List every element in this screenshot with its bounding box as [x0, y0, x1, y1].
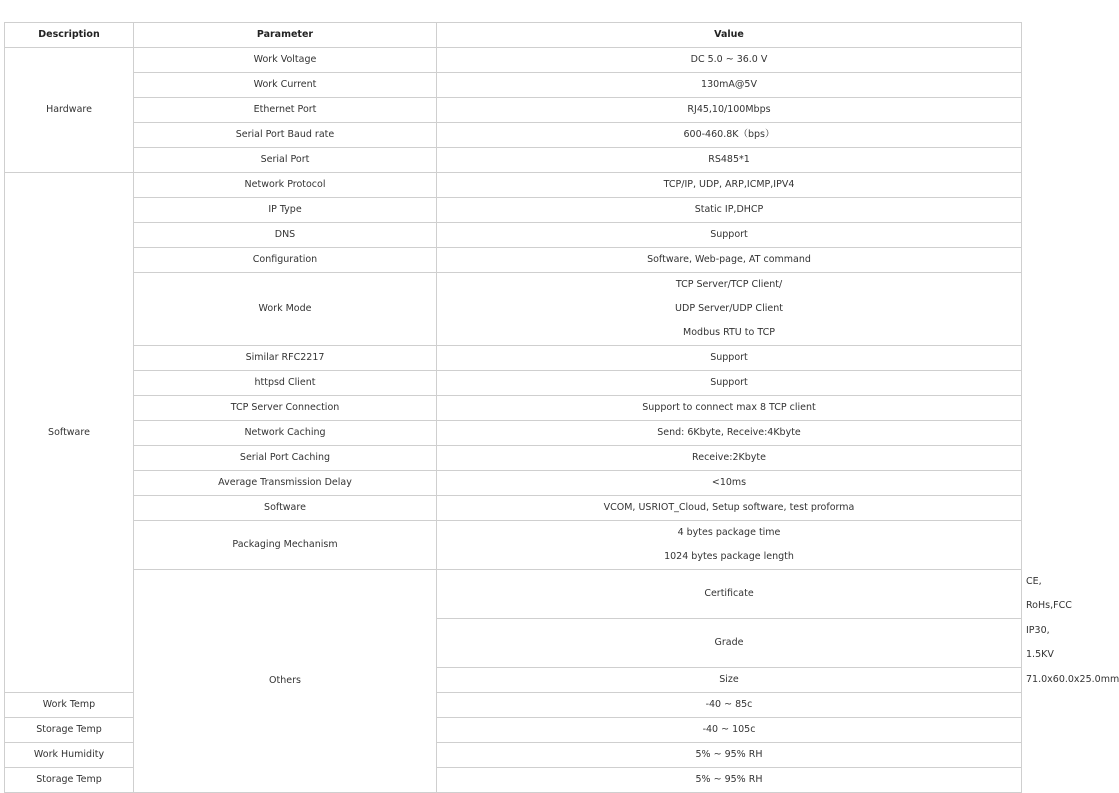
table-row: [5, 396, 1022, 421]
table-row: [5, 496, 1022, 521]
table-row: [5, 98, 1022, 123]
table-row: [5, 123, 1022, 148]
parameter-cell: Storage Temp: [5, 768, 134, 793]
table-row: [5, 248, 1022, 273]
parameter-cell: Average Transmission Delay: [134, 471, 437, 496]
spec-table: [4, 22, 1119, 793]
parameter-cell: Work Temp: [5, 693, 134, 718]
value-cell: 600-460.8K（bps）: [437, 123, 1022, 148]
table-row: [5, 173, 1022, 198]
parameter-cell: Serial Port Caching: [134, 446, 437, 471]
parameter-cell: TCP Server Connection: [134, 396, 437, 421]
parameter-cell: Packaging Mechanism: [134, 521, 437, 570]
table-row: [5, 346, 1022, 371]
header-row: [5, 23, 1022, 48]
parameter-cell: Ethernet Port: [134, 98, 437, 123]
value-line: 4 bytes package time: [677, 527, 781, 538]
parameter-cell: DNS: [134, 223, 437, 248]
table-row: [5, 421, 1022, 446]
value-cell: Send: 6Kbyte, Receive:4Kbyte: [437, 421, 1022, 446]
parameter-cell: httpsd Client: [134, 371, 437, 396]
table-row: [5, 148, 1022, 173]
value-cell: VCOM, USRIOT_Cloud, Setup software, test proforma: [437, 496, 1022, 521]
value-cell: RS485*1: [437, 148, 1022, 173]
table-row: [5, 73, 1022, 98]
value-cell: Receive:2Kbyte: [437, 446, 1022, 471]
value-cell: Software, Web-page, AT command: [437, 248, 1022, 273]
value-line: Modbus RTU to TCP: [683, 327, 775, 338]
table-row: Size 71.0x60.0x25.0mm: [5, 668, 1022, 693]
parameter-cell: Size: [437, 668, 1022, 693]
parameter-cell: Storage Temp: [5, 718, 134, 743]
value-cell: Support: [437, 371, 1022, 396]
header-description: Description: [5, 23, 134, 48]
parameter-cell: Network Protocol: [134, 173, 437, 198]
value-cell: Support to connect max 8 TCP client: [437, 396, 1022, 421]
table-row: Others Certificate CE, RoHs,FCC: [5, 570, 1022, 619]
parameter-cell: Work Mode: [134, 273, 437, 346]
parameter-cell: Grade: [437, 619, 1022, 668]
value-line: UDP Server/UDP Client: [675, 303, 783, 314]
value-cell: <10ms: [437, 471, 1022, 496]
parameter-cell: Software: [134, 496, 437, 521]
value-cell: 5% ~ 95% RH: [437, 768, 1022, 793]
table-row: [5, 521, 1022, 570]
header-parameter: Parameter: [134, 23, 437, 48]
parameter-cell: Work Current: [134, 73, 437, 98]
value-cell: [437, 521, 1022, 570]
value-cell: -40 ~ 85c: [437, 693, 1022, 718]
header-value: Value: [437, 23, 1022, 48]
table-row: [5, 273, 1022, 346]
value-cell: 130mA@5V: [437, 73, 1022, 98]
table-row: [5, 198, 1022, 223]
value-cell: [437, 273, 1022, 346]
parameter-cell: Work Humidity: [5, 743, 134, 768]
table-row: Grade IP30, 1.5KV: [5, 619, 1022, 668]
parameter-cell: Similar RFC2217: [134, 346, 437, 371]
group-hardware: Hardware: [5, 48, 134, 173]
parameter-cell: Serial Port Baud rate: [134, 123, 437, 148]
parameter-cell: Work Voltage: [134, 48, 437, 73]
table-row: [5, 223, 1022, 248]
group-software: Software: [5, 173, 134, 693]
value-line: 1024 bytes package length: [664, 551, 794, 562]
parameter-cell: IP Type: [134, 198, 437, 223]
table-row: [5, 446, 1022, 471]
parameter-cell: Network Caching: [134, 421, 437, 446]
group-others: Others: [134, 570, 437, 793]
value-cell: DC 5.0 ~ 36.0 V: [437, 48, 1022, 73]
parameter-cell: Serial Port: [134, 148, 437, 173]
value-cell: TCP/IP, UDP, ARP,ICMP,IPV4: [437, 173, 1022, 198]
value-cell: Support: [437, 223, 1022, 248]
value-cell: Static IP,DHCP: [437, 198, 1022, 223]
parameter-cell: Certificate: [437, 570, 1022, 619]
value-cell: Support: [437, 346, 1022, 371]
table-row: [5, 471, 1022, 496]
parameter-cell: Configuration: [134, 248, 437, 273]
value-line: TCP Server/TCP Client/: [675, 279, 783, 290]
table-row: [5, 371, 1022, 396]
value-cell: RJ45,10/100Mbps: [437, 98, 1022, 123]
value-cell: 5% ~ 95% RH: [437, 743, 1022, 768]
table-row: [5, 48, 1022, 73]
value-cell: -40 ~ 105c: [437, 718, 1022, 743]
